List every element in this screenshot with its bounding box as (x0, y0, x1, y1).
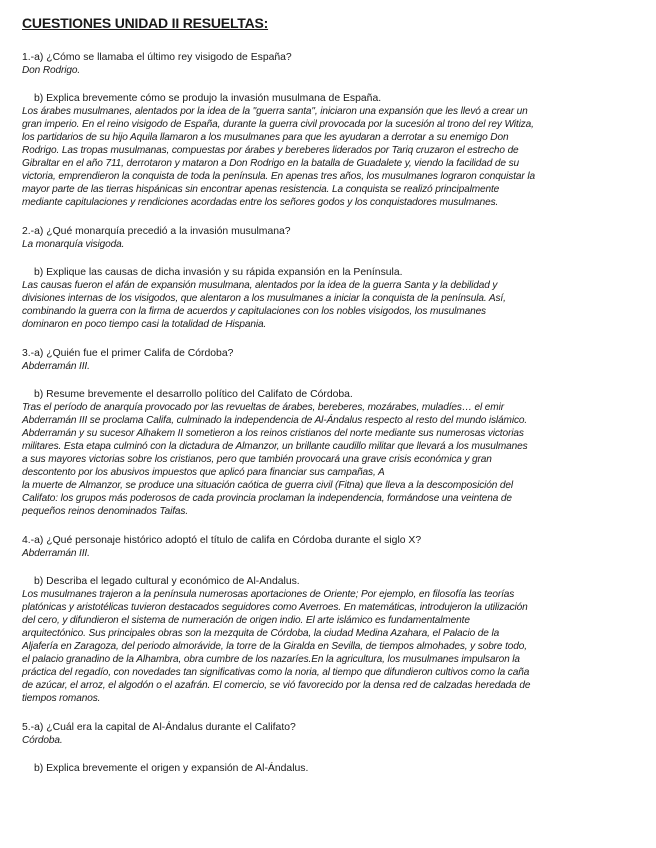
question-2b: b) Explique las causas de dicha invasión y su rápida expansión en la Península. (34, 267, 403, 278)
answer-line: Los musulmanes trajeron a la península numerosas aportaciones de Oriente; Por ejemplo, en filosofía las teorías (22, 589, 515, 600)
question-block-4 (22, 534, 632, 705)
answer-2b (22, 279, 632, 331)
question-4a: 4.-a) ¿Qué personaje histórico adoptó el título de califa en Córdoba durante el siglo X? (22, 535, 422, 546)
question-3a: 3.-a) ¿Quién fue el primer Califa de Córdoba? (22, 348, 234, 359)
question-2a: 2.-a) ¿Qué monarquía precedió a la invasión musulmana? (22, 226, 291, 237)
answer-line: descontento por los abusivos impuestos que aplicó para financiar sus campañas, A (22, 467, 385, 478)
answer-1b (22, 105, 632, 209)
answer-2a: La monarquía visigoda. (22, 239, 125, 250)
answer-line: militares. Esta etapa culminó con la dictadura de Almanzor, un brillante caudillo militar que llevará a los musulmanes (22, 441, 528, 452)
answer-line: pequeños reinos denominados Taifas. (22, 506, 189, 517)
answer-4a: Abderramán III. (22, 548, 90, 559)
answer-line: el palacio granadino de la Alhambra, obra cumbre de los nazaríes.En la agricultura, los musulmanes impulsaron la (22, 654, 520, 665)
answer-line: mayor parte de las tierras hispánicas sin encontrar apenas resistencia. La conquista se realizó principalmente (22, 184, 500, 195)
answer-3a: Abderramán III. (22, 361, 90, 372)
answer-3b (22, 401, 632, 518)
answer-line: divisiones internas de los visigodos, que alentaron a los musulmanes a iniciar la conquista de la península. Así, (22, 293, 506, 304)
answer-line: Aljafería en Zaragoza, del periodo almorávide, la torre de la Giralda en Sevilla, de tiempos almohades, y sobre todo, (22, 641, 527, 652)
answer-line: dominaron en poco tiempo casi la totalidad de Hispania. (22, 319, 267, 330)
question-1b: b) Explica brevemente cómo se produjo la invasión musulmana de España. (34, 93, 382, 104)
question-4b: b) Describa el legado cultural y económico de Al-Andalus. (34, 576, 300, 587)
answer-line: Las causas fueron el afán de expansión musulmana, alentados por la idea de la guerra Santa y la debilidad y (22, 280, 498, 291)
answer-line: del cero, y difundieron el sistema de numeración de origen indio. El arte islámico es fundamentalmente (22, 615, 470, 626)
question-block-5 (22, 721, 632, 775)
answer-5a: Córdoba. (22, 735, 63, 746)
answer-line: a sus mayores victorias sobre los cristianos, pero que también provocará una grave crisis económica y gran (22, 454, 492, 465)
document-title: CUESTIONES UNIDAD II RESUELTAS: (22, 15, 269, 31)
answer-line: combinando la guerra con la firma de acuerdos y capitulaciones con los nobles visigodos, los musulmanes (22, 306, 486, 317)
question-5b: b) Explica brevemente el origen y expansión de Al-Ándalus. (34, 763, 309, 774)
answer-line: de azúcar, el arroz, el algodón o el azafrán. El comercio, se vió favorecido por la densa red de calzadas heredada de (22, 680, 531, 691)
answer-line: victoria, emprendieron la conquista de toda la península. En apenas tres años, los musulmanes lograron conquistar la (22, 171, 535, 182)
answer-line: los partidarios de su hijo Aquila llamaron a los musulmanes para que les ayudaran a derrotar a su enemigo Don (22, 132, 509, 143)
question-block-3 (22, 347, 632, 518)
answer-line: gran imperio. En el reino visigodo de España, durante la guerra civil provocada por la sucesión al trono del rey Witiza, (22, 119, 534, 130)
answer-line: Abderramán y su sucesor Alhakem II sometieron a los reinos cristianos del norte mediante sus numerosas victorias (22, 428, 524, 439)
answer-line: práctica del regadío, con novedades tan significativas como la noria, al tiempo que difundieron cultivos como la caña (22, 667, 530, 678)
answer-line: Tras el período de anarquía provocado por las revueltas de árabes, bereberes, mozárabes, muladíes… el emir (22, 402, 504, 413)
question-1a: 1.-a) ¿Cómo se llamaba el último rey visigodo de España? (22, 52, 292, 63)
answer-line: Rodrigo. Las tropas musulmanas, compuestas por árabes y bereberes liderados por Tariq cruzaron el estrecho de (22, 145, 519, 156)
answer-line: Abderramán III se proclama Califa, culminado la independencia de Al-Ándalus respecto al resto del mundo islámico. (22, 415, 528, 426)
answer-line: Los árabes musulmanes, alentados por la idea de la "guerra santa", iniciaron una expansión que les llevó a crear un (22, 106, 528, 117)
question-3b: b) Resume brevemente el desarrollo político del Califato de Córdoba. (34, 389, 353, 400)
question-block-1 (22, 51, 632, 209)
answer-line: mediante capitulaciones y rendiciones acordadas entre los señores godos y los conquistadores musulmanes. (22, 197, 499, 208)
question-5a: 5.-a) ¿Cuál era la capital de Al-Ándalus durante el Califato? (22, 722, 296, 733)
answer-line: la muerte de Almanzor, se produce una situación caótica de guerra civil (Fitna) que lleva a la descomposición del (22, 480, 514, 491)
answer-line: Gibraltar en el año 711, derrotaron y mataron a Don Rodrigo en la batalla de Guadalete y, viendo la facilidad de su (22, 158, 519, 169)
answer-line: platónicas y aristotélicas tuvieron destacados seguidores como Averroes. En matemáticas, introdujeron la utilización (22, 602, 528, 613)
answer-line: Califato: los grupos más poderosos de cada provincia proclaman la independencia, formándose una veintena de (22, 493, 512, 504)
answer-4b (22, 588, 632, 705)
answer-line: arquitectónico. Sus principales obras son la mezquita de Córdoba, la ciudad Medina Azahara, el Palacio de la (22, 628, 500, 639)
question-block-2 (22, 225, 632, 331)
answer-line: tiempos romanos. (22, 693, 101, 704)
answer-1a: Don Rodrigo. (22, 65, 81, 76)
